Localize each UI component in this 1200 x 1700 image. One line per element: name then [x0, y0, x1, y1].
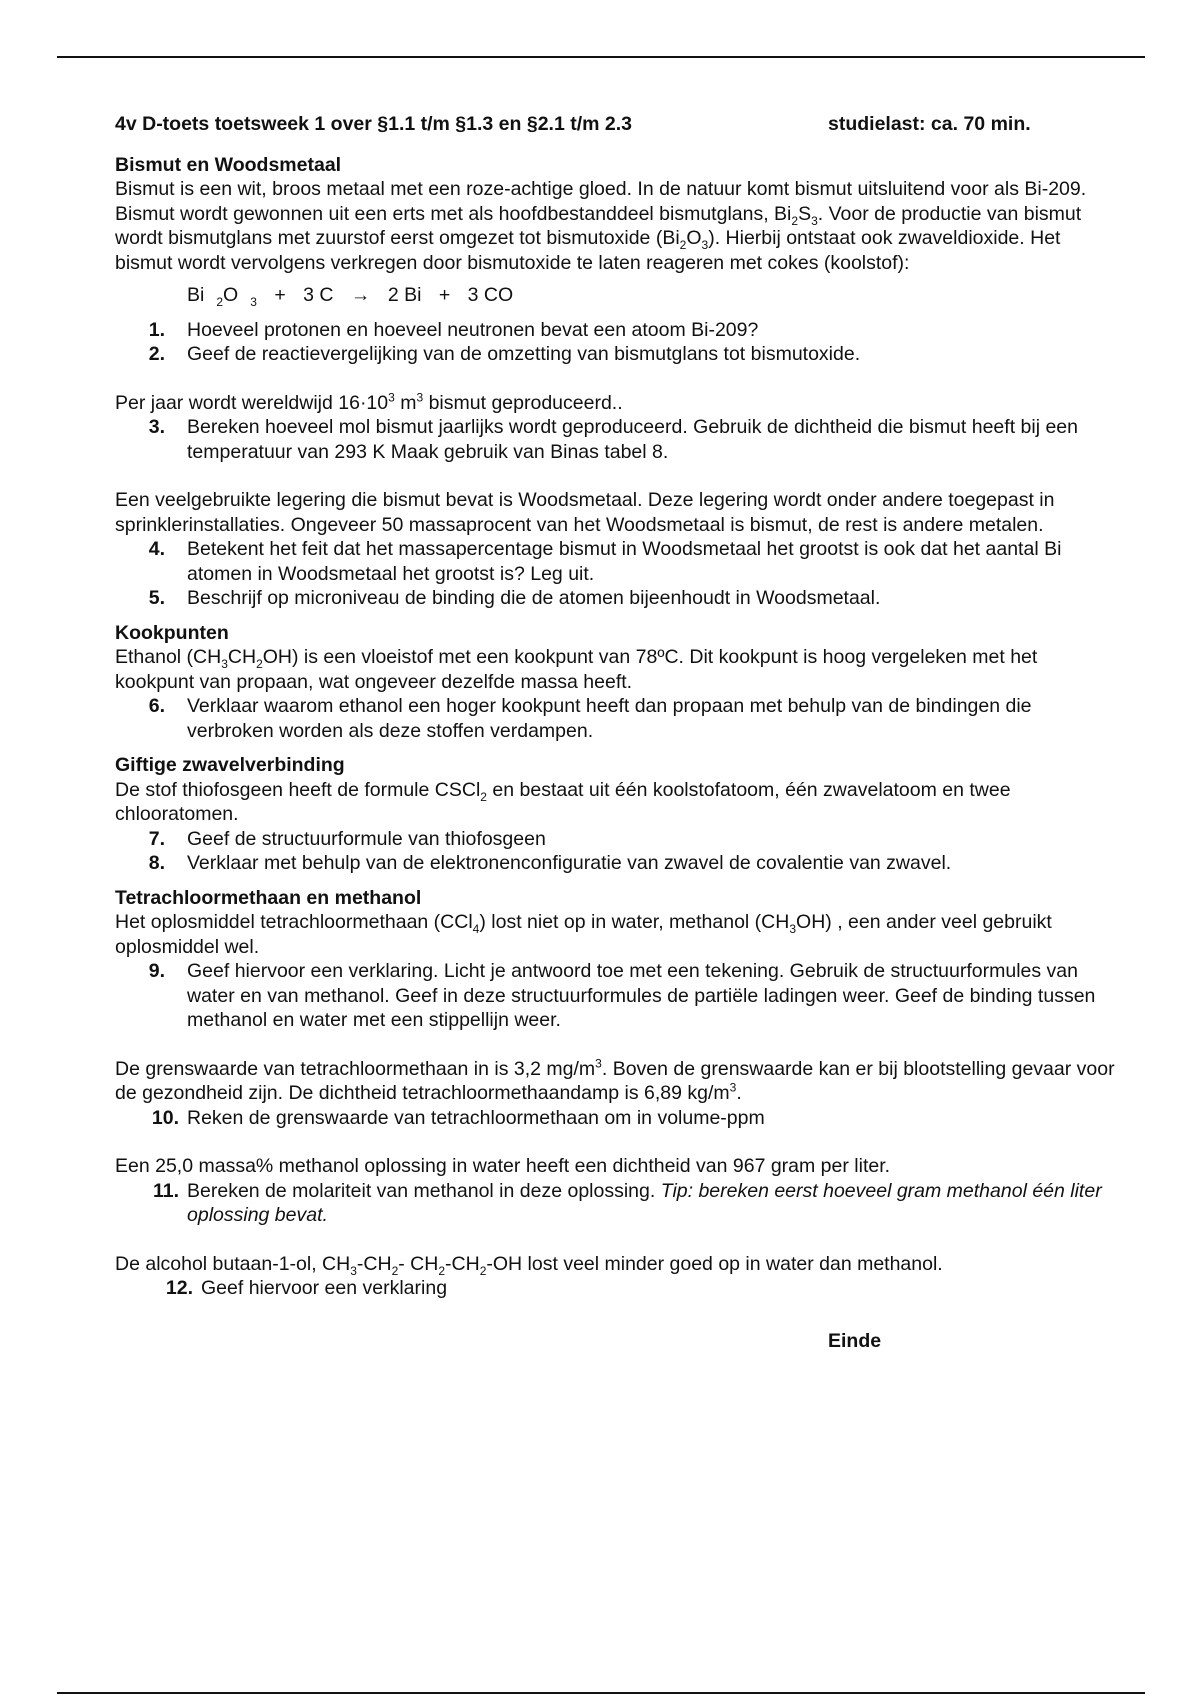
bismut-intro: Bismut is een wit, broos metaal met een roze-achtige gloed. In de natuur komt bismut uitsluitend voor als Bi-209. Bismut wordt gewonnen uit een erts met als hoofdbestanddeel bismutglans, $Bi_2S_3$. Voor de productie van bismut wordt bismutglans met zuurstof eerst omgezet tot bismutoxide $(Bi_2O_3)$. Hierbij ontstaat ook zwaveldioxide. Het bismut wordt vervolgens verkregen door bismutoxide te laten reageren met cokes (koolstof):: [115, 178, 1087, 274]
question-2: 2. Geef de reactievergelijking van de omzetting van bismutglans tot bismutoxide.: [148, 343, 861, 365]
reaction-equation: Bi $_2$O $_3$ + 3 C → 2 Bi + 3 CO: [187, 284, 514, 309]
tetra-text: Het oplosmiddel tetrachloormethaan (CCl$_4$) lost niet op in water, methanol $(CH_3OH)$ , een ander veel gebruikt oplosmiddel wel.: [115, 911, 1052, 958]
document-header: [115, 112, 1115, 137]
giftig-text: De stof thiofosgeen heeft de formule CSCl$_2$ en bestaat uit één koolstofatoom, één zwavelatoom en twee chlooratomen.: [115, 778, 1011, 825]
section-heading-giftig: Giftige zwavelverbinding: [115, 754, 345, 776]
test-title: 4v D-toets toetsweek 1 over §1.1 t/m §1.3 en §2.1 t/m 2.3: [115, 113, 632, 135]
question-10: 10. Reken de grenswaarde van tetrachloormethaan om in volume-ppm: [151, 1106, 765, 1129]
grenswaarde-text: De grenswaarde van tetrachloormethaan in is 3,2 $mg/m^3$. Boven de grenswaarde kan er bij blootstelling gevaar voor de gezondheid zijn. De dichtheid tetrachloormethaandamp is 6,89 $kg/m^3$.: [115, 1056, 1115, 1104]
study-load: studielast: ca. 70 min.: [828, 113, 1031, 135]
section-heading-bismut: Bismut en Woodsmetaal: [115, 153, 342, 176]
question-8: 8. Verklaar met behulp van de elektronenconfiguratie van zwavel de covalentie van zwavel.: [148, 852, 952, 874]
arrow-icon: →: [350, 284, 371, 306]
question-11: 11. Bereken de molariteit van methanol in deze oplossing. Tip: bereken eerst hoeveel gram methanol één liter oplossing bevat.: [152, 1179, 1102, 1226]
production-text: Per jaar wordt wereldwijd $16\cdot 10^3$ $m^3$ bismut geproduceerd..: [115, 390, 623, 414]
question-4: 4. Betekent het feit dat het massapercentage bismut in Woodsmetaal het grootst is ook dat het aantal Bi atomen in Woodsmetaal het grootst is? Leg uit.: [148, 538, 1062, 585]
woodsmetaal-text: Een veelgebruikte legering die bismut bevat is Woodsmetaal. Deze legering wordt onder andere toegepast in sprinklerinstallaties. Ongeveer 50 massaprocent van het Woodsmetaal is bismut, de rest is andere metalen.: [115, 489, 1055, 536]
question-1: 1. Hoeveel protonen en hoeveel neutronen bevat een atoom Bi-209?: [148, 318, 759, 341]
end-label: Einde: [828, 1329, 882, 1352]
section-heading-tetra: Tetrachloormethaan en methanol: [115, 886, 422, 909]
question-7: 7. Geef de structuurformule van thiofosgeen: [148, 827, 546, 850]
question-12: 12. Geef hiervoor een verklaring: [165, 1277, 448, 1299]
question-3: 3. Bereken hoeveel mol bismut jaarlijks wordt geproduceerd. Gebruik de dichtheid die bismut heeft bij een temperatuur van 293 K Maak gebruik van Binas tabel 8.: [148, 416, 1078, 463]
oplossing-text: Een 25,0 massa% methanol oplossing in water heeft een dichtheid van 967 gram per liter.: [115, 1155, 891, 1177]
section-heading-kookpunten: Kookpunten: [115, 621, 229, 644]
question-5: 5. Beschrijf op microniveau de binding die de atomen bijeenhoudt in Woodsmetaal.: [148, 587, 881, 609]
tip-text: Tip: bereken eerst hoeveel gram methanol één liter oplossing bevat.: [187, 1179, 1102, 1226]
top-rule: [57, 56, 1145, 58]
document-page: [115, 112, 1115, 1353]
butaan-text: De alcohol butaan-1-ol, $CH_3-CH_2-$ $CH_2-CH_2-OH$ lost veel minder goed op in water dan methanol.: [115, 1252, 943, 1278]
question-6: 6. Verklaar waarom ethanol een hoger kookpunt heeft dan propaan met behulp van de bindingen die verbroken worden als deze stoffen verdampen.: [148, 695, 1032, 742]
question-9: 9. Geef hiervoor een verklaring. Licht je antwoord toe met een tekening. Gebruik de structuurformules van water en van methanol. Geef in deze structuurformules de partiële ladingen weer. Geef de binding tussen methanol en water met een stippellijn weer.: [148, 960, 1096, 1031]
bottom-rule: [57, 1692, 1145, 1694]
kookpunten-text: Ethanol $(CH_3CH_2OH)$ is een vloeistof met een kookpunt van 78ºC. Dit kookpunt is hoog vergeleken met het kookpunt van propaan, wat ongeveer dezelfde massa heeft.: [115, 646, 1038, 693]
